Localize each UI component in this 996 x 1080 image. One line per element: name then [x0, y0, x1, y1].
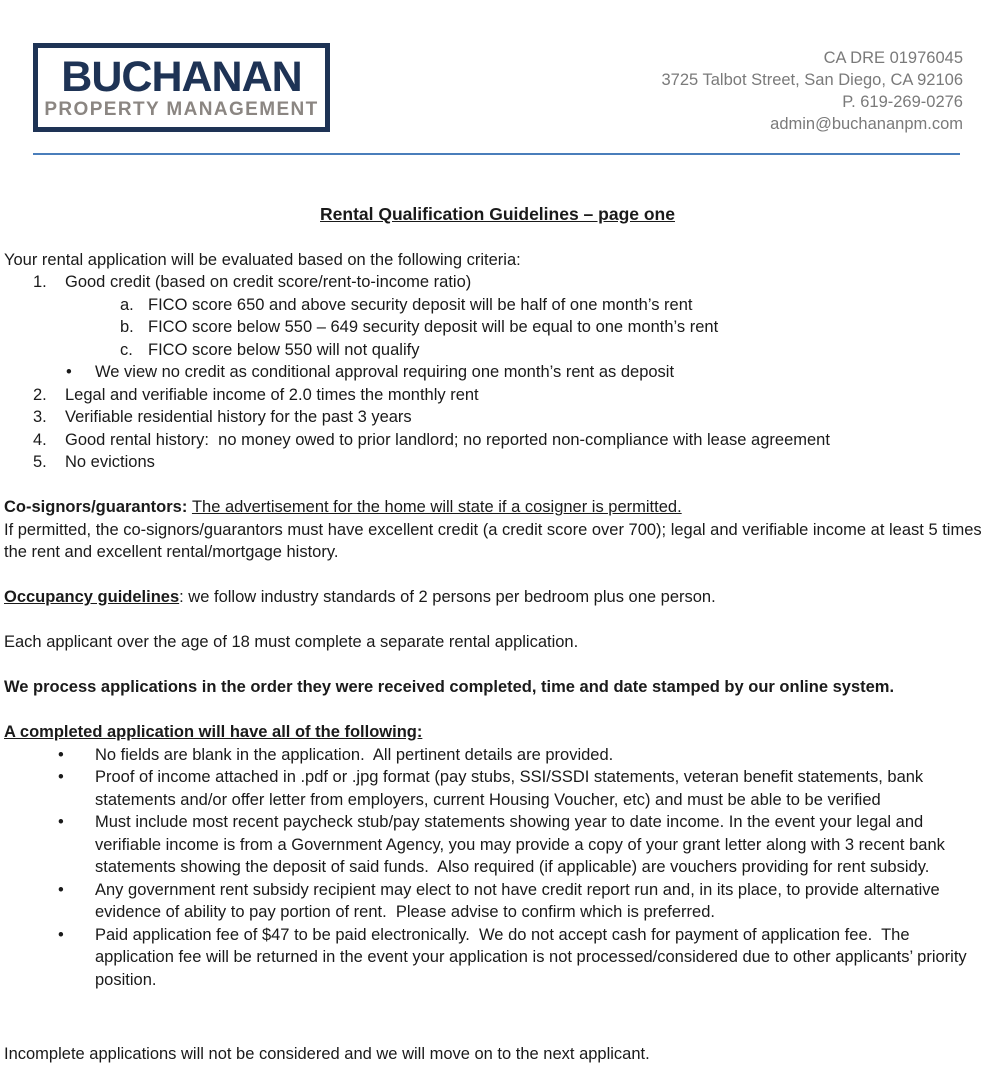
processing-note: We process applications in the order they were received completed, time and date stamped by our online system. [4, 678, 895, 696]
applicant-note: Each applicant over the age of 18 must complete a separate rental application. [4, 633, 579, 651]
cosigners-heading-line [4, 496, 991, 519]
completed-application-list [4, 744, 991, 992]
list-marker: 3. [33, 408, 47, 426]
list-marker: 1. [33, 273, 47, 291]
list-item [4, 406, 991, 429]
document-body [4, 203, 991, 1066]
list-item-text: FICO score below 550 will not qualify [148, 340, 420, 359]
cosigners-separator: : [181, 498, 192, 516]
list-item [4, 316, 991, 339]
list-item-text: FICO score below 550 – 649 security deposit will be equal to one month’s rent [148, 318, 719, 336]
list-item [4, 451, 991, 474]
cosigners-underlined-text: The advertisement for the home will state if a cosigner is permitted. [191, 498, 682, 516]
bullet-marker: • [58, 745, 64, 764]
list-item-text: Any government rent subsidy recipient may elect to not have credit report run and, in its place, to provide alternative evidence of ability to pay portion of rent. Please advise to confirm which is preferred. [95, 880, 945, 921]
bullet-marker: • [66, 363, 72, 381]
list-item-text: Verifiable residential history for the past 3 years [65, 408, 412, 426]
list-item-text: Paid application fee of $47 to be paid electronically. We do not accept cash for payment of application fee. The application fee will be returned in the event your application is not processed/considered due to other applicants’ priority position. [95, 925, 972, 989]
company-logo [33, 43, 330, 132]
list-item-text: Good rental history: no money owed to prior landlord; no reported non-compliance with lease agreement [65, 430, 830, 449]
list-item-text: Legal and verifiable income of 2.0 times the monthly rent [65, 385, 479, 404]
list-item-text: Good credit (based on credit score/rent-to-income ratio) [65, 273, 472, 291]
list-marker: 2. [33, 385, 47, 404]
list-item [4, 294, 991, 317]
intro-paragraph: Your rental application will be evaluated based on the following criteria: [4, 250, 521, 269]
list-item [4, 744, 991, 767]
page-title: Rental Qualification Guidelines – page one [320, 204, 675, 224]
logo-company-name: BUCHANAN [61, 53, 302, 101]
list-marker: 4. [33, 430, 47, 449]
list-item-text: Must include most recent paycheck stub/pay statements showing year to date income. In the event your legal and verifiable income is from a Government Agency, you may provide a copy of your grant letter along with 3 recent bank statements showing the deposit of said funds. Also required (if applicable) are vouchers providing for rent subsidy. [95, 813, 950, 876]
cosigners-paragraph [4, 496, 991, 564]
criteria-list [4, 271, 991, 474]
occupancy-text: : we follow industry standards of 2 persons per bedroom plus one person. [179, 588, 716, 606]
occupancy-label: Occupancy guidelines [4, 588, 180, 606]
list-item [4, 811, 991, 879]
list-item-text: We view no credit as conditional approval requiring one month’s rent as deposit [95, 363, 675, 381]
list-marker: b. [120, 318, 134, 336]
list-item [4, 384, 991, 407]
occupancy-paragraph [4, 586, 991, 609]
list-item [4, 429, 991, 452]
list-item [4, 339, 991, 362]
list-item [4, 879, 991, 924]
closing-paragraph: Incomplete applications will not be considered and we will move on to the next applicant. [4, 1045, 650, 1063]
contact-phone: P. 619-269-0276 [842, 93, 963, 111]
contact-email: admin@buchananpm.com [770, 115, 963, 133]
bullet-marker: • [58, 768, 64, 786]
bullet-marker: • [58, 925, 64, 944]
list-item-text: Proof of income attached in .pdf or .jpg format (pay stubs, SSI/SSDI statements, veteran benefit statements, bank statements and/or offer letter from employers, current Housing Voucher, etc) and must be able to be verified [95, 768, 928, 809]
cosigners-label: Co-signors/guarantors [4, 498, 182, 516]
list-item-text: FICO score 650 and above security deposit will be half of one month’s rent [148, 295, 693, 314]
list-item-text: No fields are blank in the application. All pertinent details are provided. [95, 745, 614, 764]
list-item [4, 766, 991, 811]
cosigners-body-text: If permitted, the co-signors/guarantors must have excellent credit (a credit score over 700); legal and verifiable income at least 5 times the rent and excellent rental/mortgage history. [4, 520, 987, 561]
contact-license-number: CA DRE 01976045 [823, 49, 963, 67]
contact-address: 3725 Talbot Street, San Diego, CA 92106 [661, 71, 963, 89]
bullet-marker: • [58, 813, 64, 831]
list-item-text: No evictions [65, 453, 155, 471]
logo-tagline: PROPERTY MANAGEMENT [44, 99, 319, 120]
contact-block [662, 47, 964, 135]
list-item [4, 271, 991, 294]
list-marker: a. [120, 295, 134, 314]
list-item [4, 924, 991, 992]
completed-application-heading: A completed application will have all of the following: [4, 723, 423, 741]
list-marker: c. [120, 340, 133, 359]
header-divider [33, 153, 960, 155]
list-item [4, 361, 991, 384]
bullet-marker: • [58, 880, 64, 899]
list-marker: 5. [33, 453, 47, 471]
